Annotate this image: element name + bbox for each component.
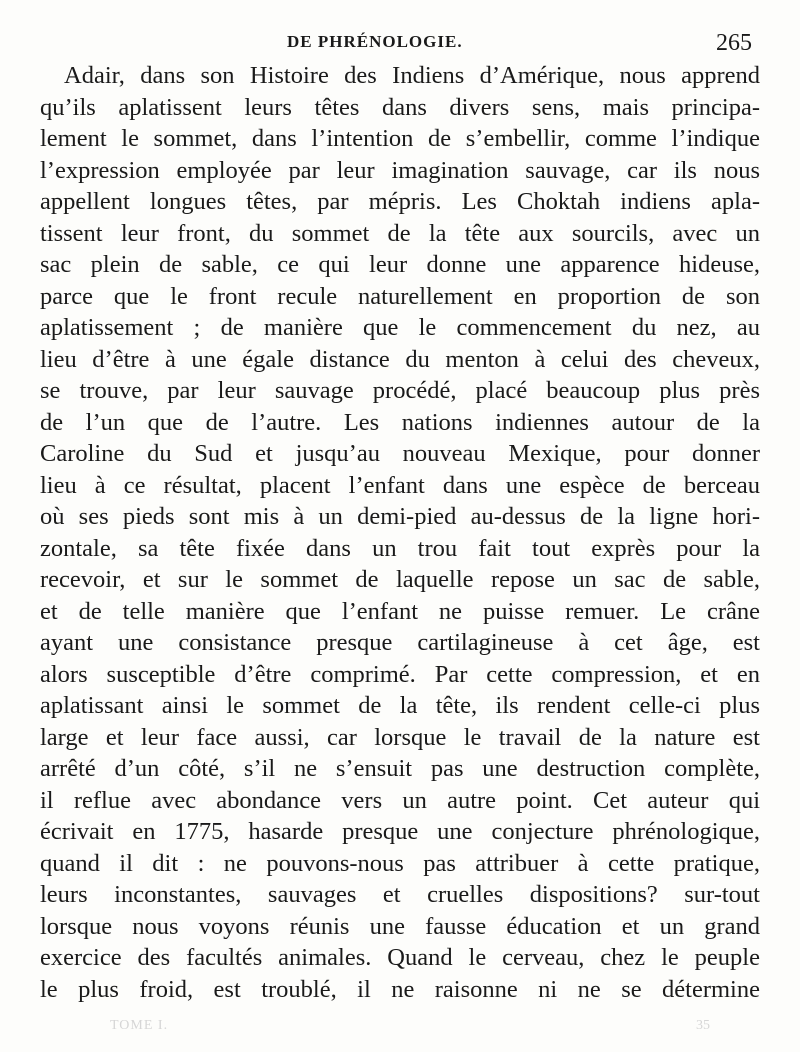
signature-mark: 35	[696, 1018, 710, 1033]
text-line: quand il dit : ne pouvons-nous pas attribuer à cette pratique,	[40, 849, 760, 877]
text-line: se trouve, par leur sauvage procédé, placé beaucoup plus près	[40, 377, 760, 404]
text-line: le plus froid, est troublé, il ne raisonne ni ne se détermine	[40, 975, 760, 1003]
text-line: parce que le front recule naturellement en proportion de son	[40, 282, 760, 310]
page-number: 265	[716, 30, 752, 56]
signature-volume: TOME I.	[110, 1018, 169, 1033]
text-line: ayant une consistance presque cartilagineuse à cet âge, est	[40, 629, 760, 656]
text-line: écrivait en 1775, hasarde presque une conjecture phrénologique,	[40, 818, 760, 845]
text-line: alors susceptible d’être comprimé. Par cette compression, et en	[40, 660, 760, 688]
text-line: lement le sommet, dans l’intention de s’embellir, comme l’indique	[40, 125, 760, 152]
text-line: recevoir, et sur le sommet de laquelle repose un sac de sable,	[40, 566, 760, 593]
text-line: et de telle manière que l’enfant ne puisse remuer. Le crâne	[40, 597, 760, 625]
text-line: sac plein de sable, ce qui leur donne une apparence hideuse,	[40, 251, 760, 278]
text-line: appellent longues têtes, par mépris. Les Choktah indiens apla-	[40, 188, 760, 215]
text-line: large et leur face aussi, car lorsque le travail de la nature est	[40, 723, 760, 751]
text-line: lieu d’être à une égale distance du menton à celui des cheveux,	[40, 345, 760, 373]
body-text	[40, 60, 760, 1005]
text-line: leurs inconstantes, sauvages et cruelles dispositions? sur-tout	[40, 881, 760, 908]
running-title: DE PHRÉNOLOGIE.	[287, 32, 463, 51]
page-signature	[110, 1018, 710, 1038]
text-line: zontale, sa tête fixée dans un trou fait tout exprès pour la	[40, 534, 760, 562]
text-line: exercice des facultés animales. Quand le cerveau, chez le peuple	[40, 944, 760, 971]
running-head	[0, 30, 800, 60]
text-line: tissent leur front, du sommet de la tête aux sourcils, avec un	[40, 219, 760, 247]
text-line: l’expression employée par leur imagination sauvage, car ils nous	[40, 156, 760, 184]
text-line: Caroline du Sud et jusqu’au nouveau Mexique, pour donner	[40, 440, 760, 467]
text-line: aplatissant ainsi le sommet de la tête, ils rendent celle-ci plus	[40, 692, 760, 719]
text-line: de l’un que de l’autre. Les nations indiennes autour de la	[40, 408, 760, 436]
text-line: arrêté d’un côté, s’il ne s’ensuit pas une destruction complète,	[40, 755, 760, 782]
text-line: où ses pieds sont mis à un demi-pied au-dessus de la ligne hori-	[40, 503, 760, 530]
text-line: il reflue avec abondance vers un autre point. Cet auteur qui	[40, 786, 760, 814]
text-line: lieu à ce résultat, placent l’enfant dans une espèce de berceau	[40, 471, 760, 499]
text-line: qu’ils aplatissent leurs têtes dans divers sens, mais principa-	[40, 93, 760, 121]
text-line: lorsque nous voyons réunis une fausse éducation et un grand	[40, 912, 760, 940]
text-line: aplatissement ; de manière que le commencement du nez, au	[40, 314, 760, 341]
text-line: Adair, dans son Histoire des Indiens d’Amérique, nous apprend	[64, 62, 760, 89]
